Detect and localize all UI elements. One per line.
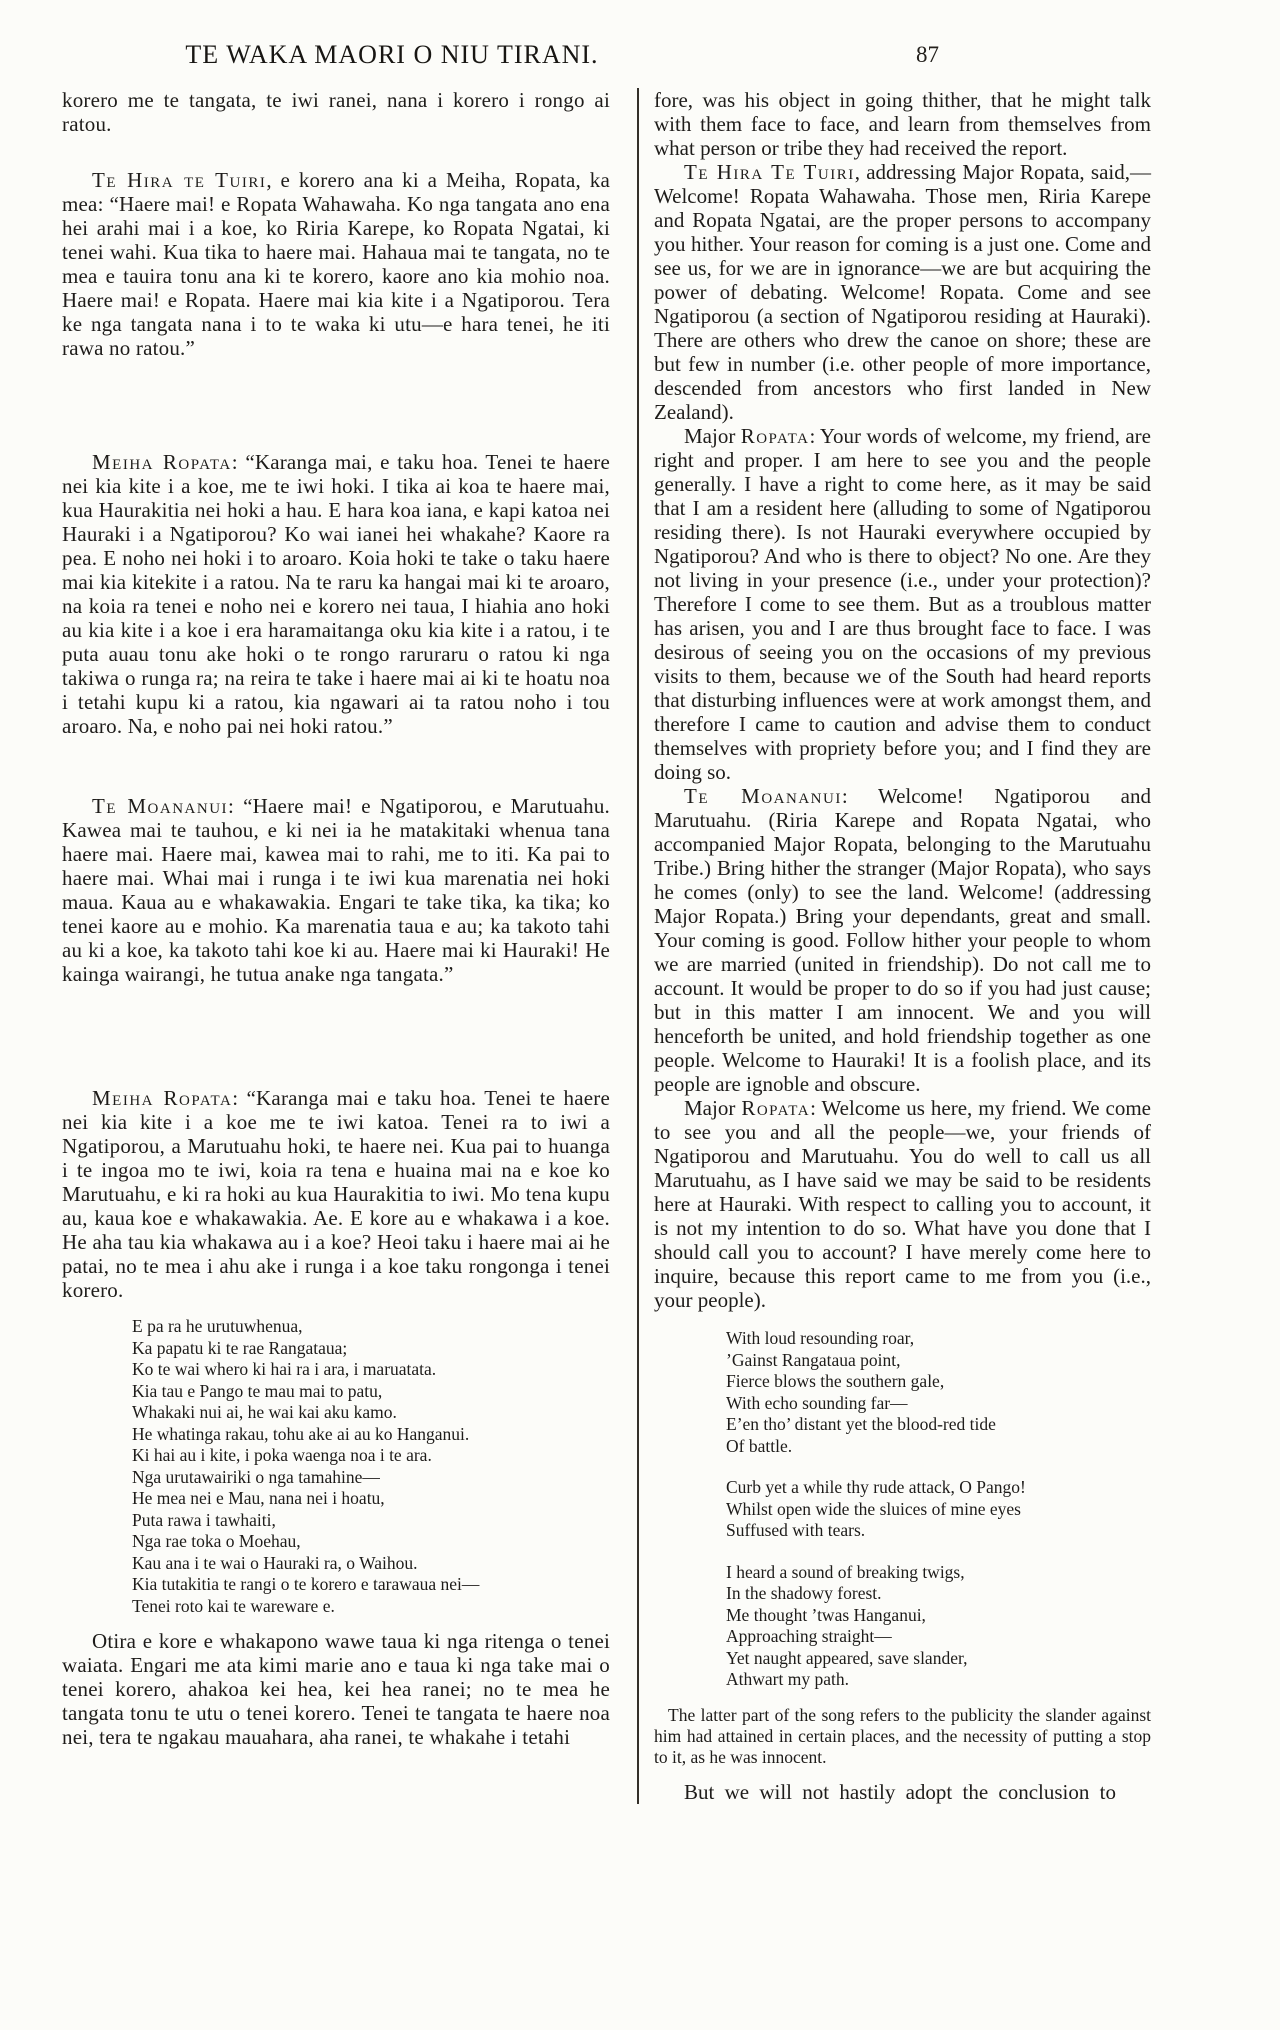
- song-stanza: [726, 1328, 1151, 1457]
- speech-te-hira-te-tuiri: [62, 168, 610, 360]
- speaker-name: Meiha Ropata: [92, 450, 232, 474]
- song-stanza: [726, 1562, 1151, 1691]
- song-line: Ki hai au i kite, i poka waenga noa i te ara.: [132, 1445, 432, 1465]
- song-line: Kia tau e Pango te mau mai to patu,: [132, 1380, 383, 1401]
- song-line: He mea nei e Mau, nana nei i hoatu,: [132, 1488, 385, 1508]
- continuation-paragraph: fore, was his object in going thither, that he might talk with them face to face, and learn from themselves from what person or tribe they had received the report.: [654, 88, 1151, 160]
- song-line: Suffused with tears.: [726, 1520, 866, 1540]
- song-line: Whilst open wide the sluices of mine eyes: [726, 1498, 1021, 1519]
- speech-text: : “Karanga mai, e taku hoa. Tenei te haere nei kia kite i a koe, me te iwi hoki. I tika ai koa te haere mai, kua Haurakitia nei hoki a hau. E hara koa iana, e kapi katoa nei Hauraki i a Ngatiporou? Ko wai ianei hei whakahe? Kaore ra pea. E noho nei hoki i to aroaro. Koia hoki te take o taku haere mai kia kitekite i a ratou. Na te raru ka hangai mai ki te aroaro, na koia ra tenei e noho nei e korero nei taua, I hiahia ano hoki au kia kite i a koe i era haramaitanga oku kia kite i a ratou, i te puta auau tonu ake hoki o te rongo raruraru o ratou ki nga takiwa o runga ra; na reira te take i haere mai ai ki te hoatu noa i tetahi kupu ki a ratou, kia ngawari ai ta ratou noho i tou aroaro. Na, e noho pai nei hoki ratou.”: [62, 450, 610, 738]
- speaker-name: Te Hira te Tuiri: [92, 168, 267, 192]
- song-line: Athwart my path.: [726, 1669, 849, 1689]
- song-line: Yet naught appeared, save slander,: [726, 1647, 968, 1668]
- song-line: Of battle.: [726, 1435, 793, 1456]
- song-stanza: [726, 1477, 1151, 1542]
- speaker-name: Te Moananui: [684, 784, 842, 808]
- song-line: With loud resounding roar,: [726, 1328, 915, 1348]
- journal-title: TE WAKA MAORI O NIU TIRANI.: [185, 40, 599, 69]
- closing-paragraph-maori: Otira e kore e whakapono wawe taua ki nga ritenga o tenei waiata. Engari me ata kimi marie ano e taua ki nga take mai o tenei korero, ahakoa kei hea, kei hea ranei; no te mea he tangata tonu te utu o tenei korero. Tenei te tangata te haere noa nei, tera te ngakau mauahara, aha ranei, te whakahe i tetahi: [62, 1629, 610, 1749]
- speaker-prefix: Major: [684, 424, 741, 448]
- speech-te-hira-te-tuiri-en: [654, 160, 1151, 424]
- page-number: 87: [916, 42, 939, 67]
- song-line: Tenei roto kai te wareware e.: [132, 1595, 335, 1616]
- english-column: [654, 88, 1151, 1804]
- two-column-text-block: [62, 88, 1151, 1804]
- song-line: Ka papatu ki te rae Rangataua;: [132, 1337, 348, 1358]
- song-line: Fierce blows the southern gale,: [726, 1371, 945, 1391]
- song-line: E’en tho’ distant yet the blood-red tide: [726, 1414, 996, 1434]
- speech-text: , addressing Major Ropata, said,—Welcome! Ropata Wahawaha. Those men, Riria Karepe and Ropata Ngatai, are the proper persons to accompany you hither. Your reason for coming is a just one. Come and see us, for we are in ignorance—we are but acquiring the power of debating. Welcome! Ropata. Come and see Ngatiporou (a section of Ngatiporou residing at Hauraki). There are others who drew the canoe on shore; these are but few in number (i.e. other people of more importance, descended from ancestors who first landed in New Zealand).: [654, 160, 1151, 424]
- song-line: Me thought ’twas Hanganui,: [726, 1604, 926, 1625]
- maori-song: [132, 1316, 610, 1617]
- song-line: E pa ra he urutuwhenua,: [132, 1316, 303, 1336]
- speech-text: , e korero ana ki a Meiha, Ropata, ka mea: “Haere mai! e Ropata Wahawaha. Ko nga tangata ano ena hei arahi mai i a koe, ko Riria Karepe, ko Ropata Ngatai, ki tenei wahi. Kua tika to haere mai. Hahaua mai te tangata, no te mea e tauira tonu ana ki te korero, kaore ano kia mohio noa. Haere mai! e Ropata. Haere mai kia kite i a Ngatiporou. Tera ke nga tangata nana i to te waka ki utu—e hara tenei, he iti rawa no ratou.”: [62, 168, 610, 360]
- song-line: Whakaki nui ai, he wai kai aku kamo.: [132, 1402, 397, 1422]
- song-line: Puta rawa i tawhaiti,: [132, 1509, 276, 1530]
- speaker-name: Ropata: [740, 424, 810, 448]
- song-line: With echo sounding far—: [726, 1392, 908, 1413]
- speech-te-moananui-en: [654, 784, 1151, 1096]
- speech-major-ropata-2-en: [654, 1096, 1151, 1312]
- maori-column: [62, 88, 610, 1804]
- closing-paragraph-english: But we will not hastily adopt the conclusion to: [684, 1779, 1116, 1804]
- continuation-paragraph: korero me te tangata, te iwi ranei, nana i korero i rongo ai ratou.: [62, 88, 610, 136]
- speech-text: : Welcome us here, my friend. We come to see you and all the people—we, your friends of Ngatiporou and Marutuahu. You do well to call us all Marutuahu, as I have said we may be said to be residents here at Hauraki. With respect to calling you to account, it is not my intention to do so. What have you done that I should call you to account? I have merely come here to inquire, because this report came to me from you (i.e., your people).: [654, 1096, 1151, 1312]
- song-line: I heard a sound of breaking twigs,: [726, 1561, 965, 1582]
- speaker-name: Meiha Ropata: [92, 1086, 233, 1110]
- song-line: Nga urutawairiki o nga tamahine—: [132, 1466, 380, 1487]
- speaker-name: Te Hira Te Tuiri: [684, 160, 855, 184]
- speech-major-ropata-1-en: [654, 424, 1151, 784]
- speech-text: : “Karanga mai e taku hoa. Tenei te haere nei kia kite i a koe me te iwi katoa. Tenei ra to iwi a Ngatiporou, a Marutuahu hoki, te haere nei. Kua pai to huanga i te ingoa mo te iwi, koia ra tena e huaina mai na e koe ko Marutuahu, e ki ra hoki au kua Haurakitia to iwi. Mo tena kupu au, kaua koe e whakawakia. Ae. E kore au e whakawa i a koe. He aha tau kia whakawa au i a koe? Heoi taku i haere mai ai he patai, no te mea i ahu ake i runga i a koe taku rongonga i tenei korero.: [62, 1086, 610, 1302]
- speech-text: : Welcome! Ngatiporou and Marutuahu. (Riria Karepe and Ropata Ngatai, who accompanied Major Ropata, belonging to the Marutuahu Tribe.) Bring hither the stranger (Major Ropata), who says he comes (only) to see the land. Welcome! (addressing Major Ropata.) Bring your dependants, great and small. Your coming is good. Follow hither your people to whom we are married (united in friendship). Do not call me to account. It would be proper to do so if you had just cause; but in this matter I am innocent. We and you will henceforth be united, and hold friendship together as one people. Welcome to Hauraki! It is a foolish place, and its people are ignoble and obscure.: [654, 784, 1151, 1096]
- speech-te-moananui: [62, 794, 610, 986]
- speech-meiha-ropata-2: [62, 1086, 610, 1302]
- speaker-name: Ropata: [741, 1096, 811, 1120]
- speaker-prefix: Major: [684, 1096, 742, 1120]
- song-line: Approaching straight—: [726, 1626, 892, 1646]
- song-footnote: The latter part of the song refers to the publicity the slander against him had attained in certain places, and the necessity of putting a stop to it, as he was innocent.: [654, 1704, 1151, 1767]
- speaker-name: Te Moananui: [92, 794, 229, 818]
- song-line: Curb yet a while thy rude attack, O Pango!: [726, 1477, 1026, 1497]
- column-divider-rule: [637, 88, 639, 1804]
- song-line: Nga rae toka o Moehau,: [132, 1531, 301, 1551]
- english-song: [726, 1328, 1151, 1691]
- song-line: Kau ana i te wai o Hauraki ra, o Waihou.: [132, 1552, 418, 1573]
- song-line: In the shadowy forest.: [726, 1583, 882, 1603]
- song-line: ’Gainst Rangataua point,: [726, 1349, 901, 1370]
- song-line: Kia tutakitia te rangi o te korero e tarawaua nei—: [132, 1574, 480, 1594]
- speech-meiha-ropata-1: [62, 450, 610, 738]
- speech-text: : Your words of welcome, my friend, are right and proper. I am here to see you and the people generally. I have a right to come here, as it may be said that I am a resident here (alluding to some of Ngatiporou residing there). Is not Hauraki everywhere occupied by Ngatiporou? And who is there to object? No one. Are they not living in your presence (i.e., under your protection)? Therefore I come to see them. But as a troublous matter has arisen, you and I are thus brought face to face. I was desirous of seeing you on the occasions of my previous visits to them, because we of the South had heard reports that disturbing influences were at work amongst them, and therefore I came to caution and advise them to conduct themselves with propriety before you; and I find they are doing so.: [654, 424, 1151, 784]
- song-line: He whatinga rakau, tohu ake ai au ko Hanganui.: [132, 1423, 470, 1444]
- speech-text: : “Haere mai! e Ngatiporou, e Marutuahu. Kawea mai te tauhou, e ki nei ia he matakitaki whenua tana haere mai. Haere mai, kawea mai to rahi, me to iti. Ka pai to haere mai. Whai mai i runga i te iwi kua marenatia nei hoki maua. Kaua au e whakawakia. Engari te take tika, ka tika; ko tenei kaore au e mohio. Ka marenatia taua e au; ka takoto tahi au ki a koe, ka takoto tahi koe ki au. Haere mai ki Hauraki! He kainga wairangi, he tutua anake nga tangata.”: [62, 794, 610, 986]
- song-line: Ko te wai whero ki hai ra i ara, i maruatata.: [132, 1359, 437, 1379]
